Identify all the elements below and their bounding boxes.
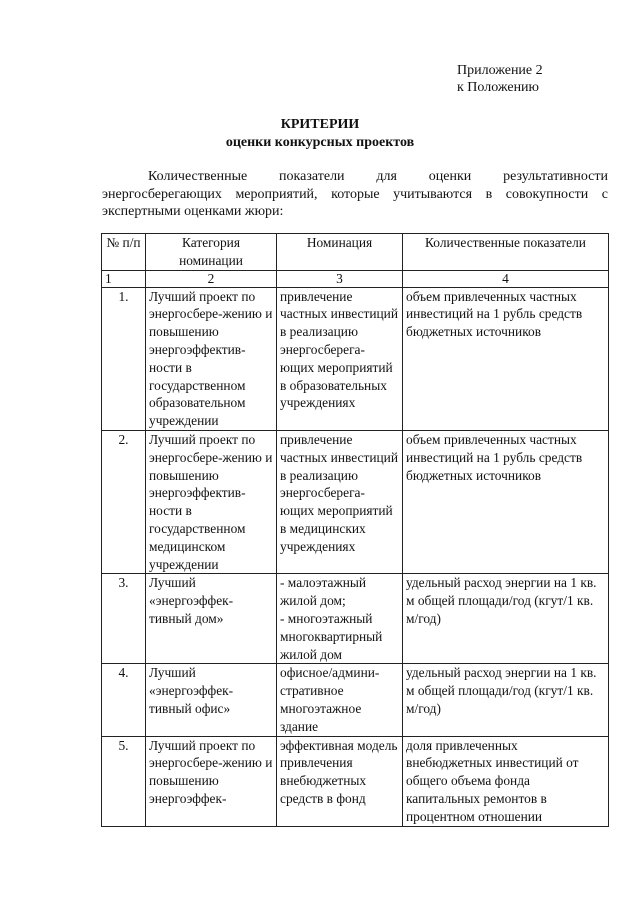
table-row [102,736,609,826]
table-header-row [102,234,609,271]
row-indicator: доля привлеченных внебюджетных инвестиций от общего объема фонда капитальных ремонтов в процентном отношении [403,736,609,826]
table-row [102,430,609,573]
header-nomination: Номинация [277,234,403,271]
row-category: Лучший проект по энергосбере-жению и повышению энергоэффектив-ности в государственном образовательном учреждении [146,287,277,430]
row-nomination: привлечение частных инвестиций в реализацию энергосберега-ющих мероприятий в медицинских учреждениях [277,430,403,573]
row-indicator: объем привлеченных частных инвестиций на 1 рубль средств бюджетных источников [403,430,609,573]
header-num: № п/п [102,234,146,271]
header-category: Категория номинации [146,234,277,271]
criteria-table [101,233,609,827]
row-number: 4. [102,664,146,736]
col-number: 3 [277,270,403,287]
col-number: 2 [146,270,277,287]
row-category: Лучший проект по энергосбере-жению и повышению энергоэффек- [146,736,277,826]
row-number: 5. [102,736,146,826]
row-nomination: - малоэтажный жилой дом; - многоэтажный многоквартирный жилой дом [277,574,403,664]
row-category: Лучший «энергоэффек-тивный офис» [146,664,277,736]
col-number: 4 [403,270,609,287]
document-title [0,116,640,152]
row-number: 1. [102,287,146,430]
row-indicator: удельный расход энергии на 1 кв. м общей площади/год (кгут/1 кв. м/год) [403,574,609,664]
annex-line-2: к Положению [457,80,540,95]
row-indicator: удельный расход энергии на 1 кв. м общей площади/год (кгут/1 кв. м/год) [403,664,609,736]
col-number: 1 [102,270,146,287]
annex-label [457,62,543,96]
table-row [102,287,609,430]
row-number: 3. [102,574,146,664]
row-category: Лучший «энергоэффек-тивный дом» [146,574,277,664]
title-line-2: оценки конкурсных проектов [225,135,415,150]
row-category: Лучший проект по энергосбере-жению и повышению энергоэффектив-ности в государственном медицинском учреждении [146,430,277,573]
row-nomination: офисное/админи-стративное многоэтажное здание [277,664,403,736]
row-nomination: привлечение частных инвестиций в реализацию энергосберега-ющих мероприятий в образовательных учреждениях [277,287,403,430]
row-number: 2. [102,430,146,573]
annex-line-1: Приложение 2 [457,63,543,78]
title-line-1: КРИТЕРИИ [280,117,360,132]
row-indicator: объем привлеченных частных инвестиций на 1 рубль средств бюджетных источников [403,287,609,430]
intro-paragraph [102,168,608,221]
table-row [102,574,609,664]
header-indicators: Количественные показатели [403,234,609,271]
intro-text: Количественные показатели для оценки результативности энергосберегающих мероприятий, которые учитываются в совокупности с экспертными оценками жюри: [102,169,608,219]
row-nomination: эффективная модель привлечения внебюджетных средств в фонд [277,736,403,826]
column-numbers-row [102,270,609,287]
table-row [102,664,609,736]
